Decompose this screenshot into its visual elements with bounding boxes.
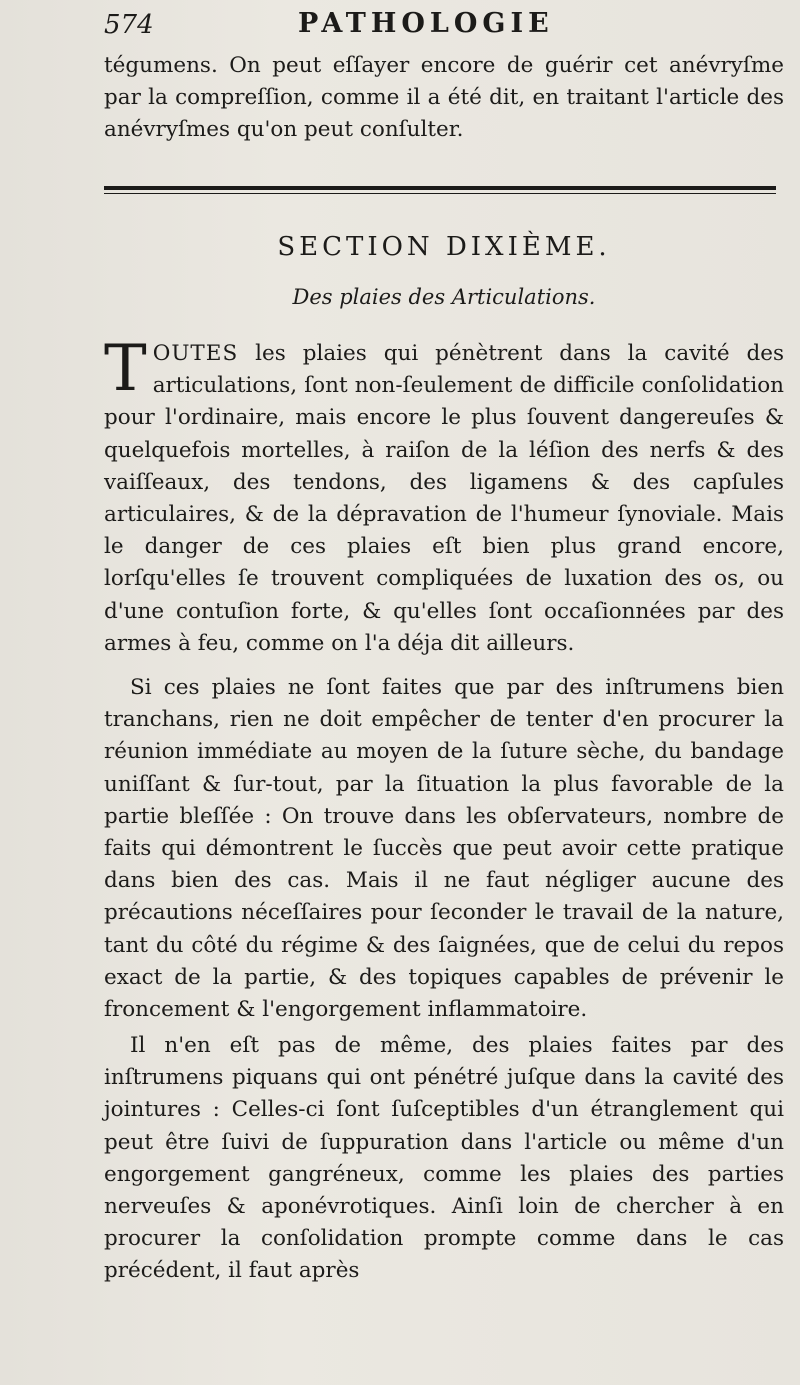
running-head — [104, 6, 784, 42]
paragraph-1-text: les plaies qui pénètrent dans la cavité des articulations, ſont non-ſeulement de difficile conſolidation pour l'ordinaire, mais encore le plus ſouvent dangereuſes & quelquefois mortelles, à raiſon de la léſion des nerfs & des vaiſſeaux, des tendons, des ligamens & des capſules articulaires, & de la dépravation de l'humeur ſynoviale. Mais le danger de ces plaies eſt bien plus grand encore, lorſqu'elles ſe trouvent compliquées de luxation des os, ou d'une contuſion forte, & qu'elles ſont occaſionnées par des armes à feu, comme on l'a déja dit ailleurs. — [104, 341, 784, 656]
drop-cap: T — [104, 332, 147, 406]
running-title: PATHOLOGIE — [298, 8, 554, 39]
paragraph-1-small-caps: OUTES — [152, 341, 239, 366]
continuation-paragraph: tégumens. On peut eſſayer encore de guérir cet anévryſme par la compreſſion, comme il a été dit, en traitant l'article des anévryſmes qu'on peut conſulter. — [104, 53, 784, 143]
page-number: 574 — [104, 10, 154, 40]
section-heading: SECTION DIXIÈME. — [277, 232, 611, 262]
section-subtitle: Des plaies des Articulations. — [292, 285, 596, 309]
paragraph-1 — [104, 332, 784, 660]
section-divider-rule — [104, 186, 776, 194]
paragraph-3: Il n'en eſt pas de même, des plaies faites par des inſtrumens piquans qui ont pénétré juſque dans la cavité des jointures : Celles-ci ſont ſuſceptibles d'un étranglement qui peut être ſuivi de ſuppuration dans l'article ou même d'un engorgement gangréneux, comme les plaies des parties nerveuſes & aponévrotiques. Ainſi loin de chercher à en procurer la conſolidation prompte comme dans le cas précédent, il faut après — [104, 1033, 784, 1284]
paragraph-2: Si ces plaies ne ſont faites que par des inſtrumens bien tranchans, rien ne doit empêcher de tenter d'en procurer la réunion immédiate au moyen de la ſuture sèche, du bandage uniſſant & ſur-tout, par la ſituation la plus favorable de la partie bleſſée : On trouve dans les obſervateurs, nombre de faits qui démontrent le ſuccès que peut avoir cette pratique dans bien des cas. Mais il ne faut négliger aucune des précautions néceſſaires pour ſeconder le travail de la nature, tant du côté du régime & des ſaignées, que de celui du repos exact de la partie, & des topiques capables de prévenir le froncement & l'engorgement inflammatoire. — [104, 675, 784, 1023]
